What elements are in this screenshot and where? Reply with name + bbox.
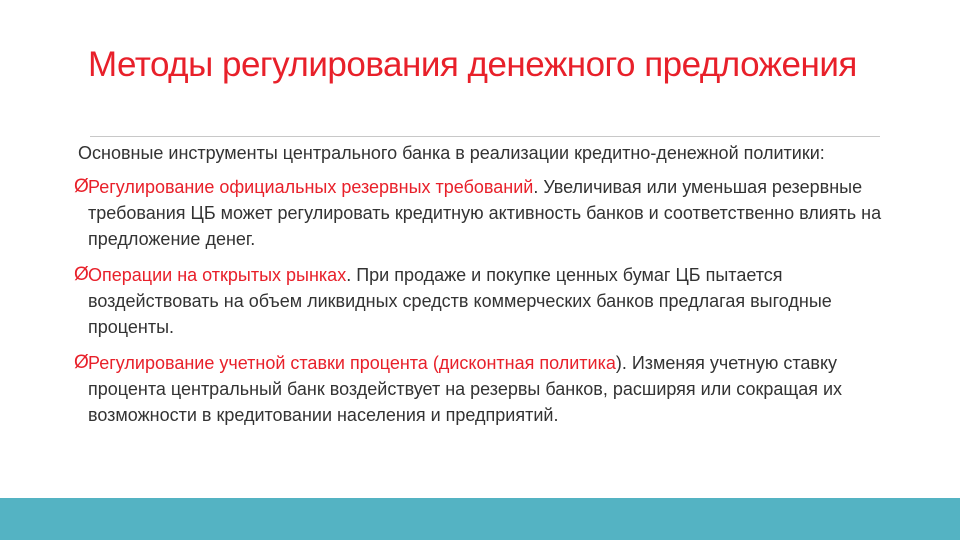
slide-body <box>74 140 888 438</box>
bullet-description: . Увеличивая или уменьшая резервные требования ЦБ может регулировать кредитную активность банков и соответственно влиять на предложение денег. <box>88 177 882 249</box>
bottom-accent-bar <box>0 498 960 540</box>
bullet-text <box>78 350 888 428</box>
arrow-bullet-icon: Ø <box>74 264 89 285</box>
bullet-term: Регулирование учетной ставки процента (дисконтная политика <box>88 353 616 373</box>
arrow-bullet-icon: Ø <box>74 352 89 373</box>
bullet-description: . При продаже и покупке ценных бумаг ЦБ пытается воздействовать на объем ликвидных средств коммерческих банков предлагая выгодные проценты. <box>88 265 832 337</box>
bullet-text <box>78 262 888 340</box>
bullet-item-discount-rate <box>74 350 888 428</box>
intro-text: Основные инструменты центрального банка в реализации кредитно-денежной политики: <box>78 143 825 163</box>
bullet-item-open-market <box>74 262 888 340</box>
bullet-term: Регулирование официальных резервных требований <box>88 177 534 197</box>
arrow-bullet-icon: Ø <box>74 176 89 197</box>
bullet-text <box>78 174 888 252</box>
bullet-description: ). Изменяя учетную ставку процента центральный банк воздействует на резервы банков, расширяя или сокращая их возможности в кредитовании населения и предприятий. <box>88 353 843 425</box>
bullet-item-reserve-requirements <box>74 174 888 252</box>
title-divider <box>90 136 880 137</box>
slide-title: Методы регулирования денежного предложения <box>88 45 857 84</box>
bullet-term: Операции на открытых рынках <box>88 265 347 285</box>
